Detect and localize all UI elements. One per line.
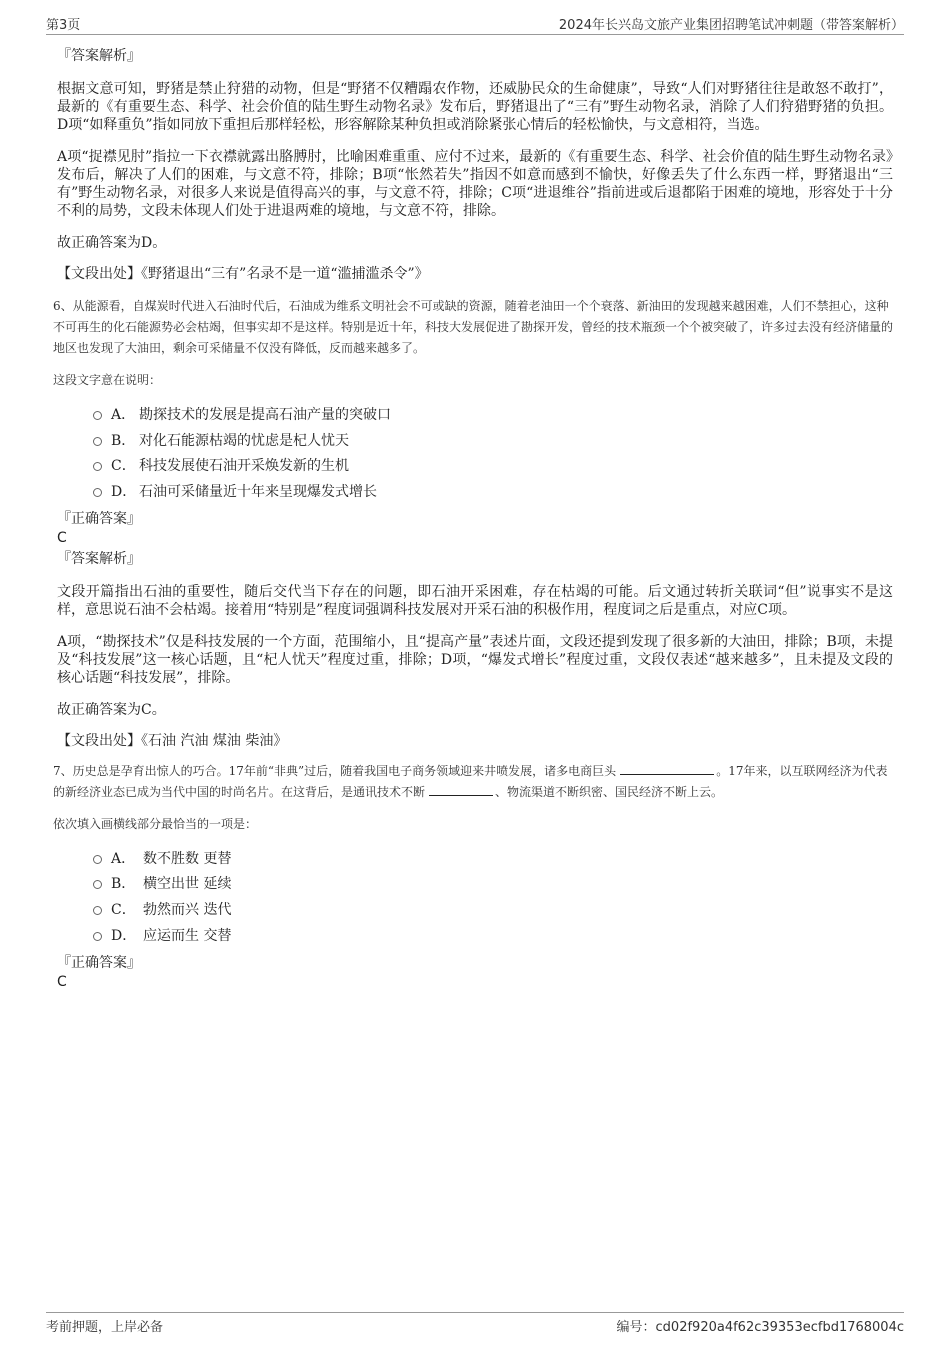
option-d[interactable] xyxy=(53,925,893,951)
question-prompt: 这段文字意在说明： xyxy=(53,373,162,387)
radio-icon[interactable] xyxy=(93,880,102,889)
document-code xyxy=(617,1316,904,1335)
analysis-label: 『答案解析』 xyxy=(57,48,141,64)
option-c[interactable] xyxy=(53,455,893,481)
option-a[interactable] xyxy=(53,848,893,874)
radio-icon[interactable] xyxy=(93,906,102,915)
option-text: 勘探技术的发展是提高石油产量的突破口 xyxy=(139,407,391,423)
option-list xyxy=(53,404,893,507)
option-letter: B． xyxy=(111,432,136,449)
option-text: 数不胜数 更替 xyxy=(143,850,232,867)
passage-source: 【文段出处】《石油 汽油 煤油 柴油》 xyxy=(57,732,288,749)
question-stem: 6、从能源看，自煤炭时代进入石油时代后，石油成为维系文明社会不可或缺的资源，随着老油田一个个衰落、新油田的发现越来越困难，人们不禁担心，这种不可再生的化石能源势必会枯竭，但事实却不是这样。特别是近十年，科技大发展促进了勘探开发，曾经的技术瓶颈一个个被突破了，许多过去没有经济储量的地区也发现了大油田，剩余可采储量不仅没有降低，反而越来越多了。 xyxy=(53,299,894,355)
analysis-paragraph: 文段开篇指出石油的重要性，随后交代当下存在的问题，即石油开采困难，存在枯竭的可能。后文通过转折关联词“但”说事实不是这样，意思说石油不会枯竭。接着用“特别是”程度词强调科技发展对开采石油的积极作用，程度词之后是重点，对应C项。 xyxy=(57,583,893,618)
page-content xyxy=(53,46,894,991)
option-letter: D． xyxy=(111,927,137,944)
stem-text: 7、历史总是孕育出惊人的巧合。17年前“非典”过后，随着我国电子商务领域迎来井喷发展，诸多电商巨头 xyxy=(53,763,617,778)
stem-text: 。17年来，以互联网经济为代表的新经济业态已成为当代中国的时尚名片。在这背后，是通讯技术不断 xyxy=(53,763,888,799)
option-text: 应运而生 交替 xyxy=(143,927,232,944)
radio-icon[interactable] xyxy=(93,488,102,497)
fill-blank xyxy=(429,783,493,796)
radio-icon[interactable] xyxy=(93,462,102,471)
option-text: 科技发展使石油开采焕发新的生机 xyxy=(139,458,349,475)
passage-source: 【文段出处】《野猪退出“三有”名录不是一道“滥捕滥杀令”》 xyxy=(57,266,429,282)
option-letter: A． xyxy=(111,850,136,867)
stem-text: 、物流渠道不断织密、国民经济不断上云。 xyxy=(495,784,724,799)
question-stem xyxy=(53,761,893,803)
option-text: 石油可采储量近十年来呈现爆发式增长 xyxy=(139,484,377,501)
option-letter: D． xyxy=(111,484,137,501)
option-b[interactable] xyxy=(53,873,893,899)
option-list xyxy=(53,848,893,951)
question-6 xyxy=(53,296,893,389)
correct-answer-label: 『正确答案』 xyxy=(57,510,141,527)
correct-answer: C xyxy=(57,529,67,546)
analysis-conclusion: 故正确答案为C。 xyxy=(57,701,166,718)
option-letter: B． xyxy=(111,876,136,893)
radio-icon[interactable] xyxy=(93,855,102,864)
analysis-label: 『答案解析』 xyxy=(57,550,141,567)
option-c[interactable] xyxy=(53,899,893,925)
correct-answer-label: 『正确答案』 xyxy=(57,954,141,971)
fill-blank xyxy=(620,762,714,775)
page-header xyxy=(46,14,904,35)
option-text: 对化石能源枯竭的忧虑是杞人忧天 xyxy=(139,432,349,449)
question-prompt: 依次填入画横线部分最恰当的一项是： xyxy=(53,816,258,831)
analysis-paragraph: A项“捉襟见肘”指拉一下衣襟就露出胳膊肘，比喻困难重重、应付不过来，最新的《有重要生态、科学、社会价值的陆生野生动物名录》发布后，解决了人们的困难，与文意不符，排除；B项“怅然若失”指因不如意而感到不愉快，好像丢失了什么东西一样，野猪退出“三有”野生动物名录，对很多人来说是值得高兴的事，与文意不符，排除；C项“进退维谷”指前进或后退都陷于困难的境地，形容处于十分不利的局势，文段未体现人们处于进退两难的境地，与文意不符，排除。 xyxy=(57,149,893,219)
option-text: 横空出世 延续 xyxy=(143,876,232,893)
analysis-paragraph: A项，“勘探技术”仅是科技发展的一个方面，范围缩小，且“提高产量”表述片面，文段还提到发现了很多新的大油田，排除；B项，未提及“科技发展”这一核心话题，且“杞人忧天”程度过重，排除；D项，“爆发式增长”程度过重，文段仅表述“越来越多”，且未提及文段的核心话题“科技发展”，排除。 xyxy=(57,633,893,686)
radio-icon[interactable] xyxy=(93,437,102,446)
option-d[interactable] xyxy=(53,481,893,507)
analysis-conclusion: 故正确答案为D。 xyxy=(57,235,167,251)
question-7 xyxy=(53,761,893,833)
code-value: cd02f920a4f62c39353ecfbd1768004c xyxy=(655,1320,904,1335)
page-footer xyxy=(46,1312,904,1335)
option-letter: C． xyxy=(111,902,136,919)
analysis-paragraph: 根据文意可知，野猪是禁止狩猎的动物，但是“野猪不仅糟蹋农作物，还威胁民众的生命健康”，导致“人们对野猪往往是敢怒不敢打”，最新的《有重要生态、科学、社会价值的陆生野生动物名录》发布后，野猪退出了“三有”野生动物名录，消除了人们狩猎野猪的负担。D项“如释重负”指如同放下重担后那样轻松，形容解除某种负担或消除紧张心情后的轻松愉快，与文意相符，当选。 xyxy=(57,81,893,133)
option-letter: A． xyxy=(111,407,136,423)
option-text: 勃然而兴 迭代 xyxy=(143,902,232,919)
option-letter: C． xyxy=(111,458,136,475)
radio-icon[interactable] xyxy=(93,411,102,420)
document-title: 2024年长兴岛文旅产业集团招聘笔试冲刺题（带答案解析） xyxy=(558,18,904,33)
code-label: 编号： xyxy=(616,1320,656,1335)
page-number: 第3页 xyxy=(46,18,81,33)
option-a[interactable] xyxy=(53,404,893,430)
option-b[interactable] xyxy=(53,430,893,456)
footer-slogan: 考前押题，上岸必备 xyxy=(46,1320,164,1335)
radio-icon[interactable] xyxy=(93,932,102,941)
correct-answer: C xyxy=(57,973,67,990)
